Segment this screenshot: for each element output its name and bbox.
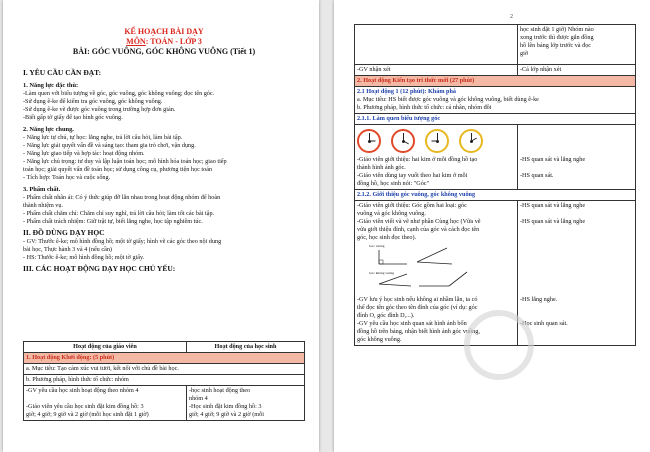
angle-edge — [417, 262, 452, 264]
student-line: giờ — [519, 50, 529, 57]
angle-teacher-cell — [355, 125, 518, 190]
student-line: -học sinh hoạt động theo — [188, 387, 251, 394]
student-line: học sinh đặt 1 giờ) Nhóm nào — [519, 26, 594, 33]
body-line: -Sử dụng ê-ke để kiểm tra góc vuông, góc không vuông. — [23, 98, 163, 105]
section-heading: III. CÁC HOẠT ĐỘNG DẠY HỌC CHỦ YẾU: — [23, 264, 176, 273]
angle-student-cell — [517, 125, 635, 190]
student-line: -Học sinh đặt kim đồng hồ: 3 — [188, 403, 262, 410]
teacher-line: đồng hồ trên bảng, nhận biết hình ảnh góc vuông, — [357, 328, 480, 335]
acute-angle-edge — [379, 284, 411, 286]
student-line: -HS quan sát và lắng nghe — [519, 156, 586, 163]
non-right-angle-label: Góc không vuông — [369, 271, 395, 275]
student-line: giờ; 4 giờ; 9 giờ và 2 giờ (mỗi — [188, 411, 264, 418]
teacher-line: -Giáo viên yêu cầu học sinh đặt kim đồng hồ: 3 — [26, 403, 144, 410]
clock-icon — [459, 129, 483, 153]
obtuse-angle-edge — [449, 272, 467, 286]
section-heading: 3. Phẩm chất. — [23, 186, 61, 193]
body-line: bài học, Thực hành 3 và 4 (nếu cần) — [23, 246, 112, 253]
page-number: 2 — [510, 14, 513, 20]
activities-table — [23, 341, 305, 421]
body-line: - Năng lực giao tiếp và hợp tác: hoạt động nhóm. — [23, 150, 145, 157]
subject-label: MÔN — [126, 37, 146, 46]
teacher-line: -GV yêu cầu học sinh hoạt động theo nhóm 4 — [26, 387, 139, 394]
body-line: -Sử dụng ê-ke vẽ được góc vuông trong trường hợp đơn giản. — [23, 106, 176, 113]
body-line: - Phẩm chất nhân ái: Có ý thức giúp đỡ lẫn nhau trong hoạt động nhóm để hoàn — [23, 194, 221, 201]
lesson-title: BÀI: GÓC VUÔNG, GÓC KHÔNG VUÔNG (Tiết 1) — [72, 47, 256, 56]
clock-row — [357, 126, 515, 156]
right-angle-marker — [379, 260, 383, 264]
activity-1-title: 2.1 Hoạt động 1 (12 phút): Khám phá — [357, 88, 457, 95]
teacher-line: -GV lưu ý học sinh nếu không ai nhầm lẫn, ta có — [357, 296, 478, 303]
body-line: -Biết gấp tờ giấy để tạo hình góc vuông. — [23, 114, 123, 121]
teacher-line: vuông và góc không vuông. — [357, 210, 426, 217]
teacher-line: đỉnh O, góc đỉnh D,...). — [357, 312, 415, 319]
clock-icon — [391, 129, 415, 153]
student-line: -HS lắng nghe. — [519, 296, 558, 303]
continued-teacher-cell — [355, 25, 518, 65]
warmup-goal: a. Mục tiêu: Tạo cảm xúc vui tươi, kết nối với chủ đề bài học. — [24, 364, 305, 375]
body-line: toán học; giải quyết vấn đề toán học; sử dụng công cụ, phương tiện học toán — [23, 166, 213, 173]
body-line: thành nhiệm vụ. — [23, 202, 64, 209]
body-line: - Phẩm chất trách nhiệm: Giữ trật tự, biết lắng nghe, học tập nghiêm túc. — [23, 218, 203, 225]
teacher-line: giờ; 4 giờ; 9 giờ và 2 giờ (mỗi học sinh đặt 1 giờ) — [26, 411, 149, 418]
right-angle-subtitle: 2.1.2. Giới thiệu góc vuông, góc không vuông — [355, 190, 636, 201]
requirements-body — [23, 66, 305, 274]
student-line: -HS quan sát và lắng nghe — [519, 218, 586, 225]
student-line: -HS quan sát và lắng nghe — [519, 202, 586, 209]
angle-edge — [417, 248, 447, 262]
warmup-teacher-cell — [24, 386, 187, 421]
student-line: nhóm 4 — [188, 395, 208, 402]
section-heading: 1. Năng lực đặc thù: — [23, 82, 79, 89]
lesson-plan-title: KẾ HOẠCH BÀI DẠY — [124, 27, 204, 36]
activities-table-continued — [354, 24, 636, 346]
body-line: - Năng lực giải quyết vấn đề và sáng tạo: tham gia trò chơi, vận dụng. — [23, 142, 196, 149]
teacher-column-header: Hoạt động của giáo viên — [24, 342, 187, 353]
body-line: - HS: Thước ê-ke; mô hình đồng hồ; một tờ giấy. — [23, 254, 145, 261]
teacher-line: góc, học sinh đọc theo). — [357, 234, 417, 241]
teacher-line: thể đọc tên góc theo tên đỉnh của góc (ví dụ: góc — [357, 304, 478, 311]
student-line: -HS quan sát. — [519, 172, 554, 179]
teacher-line: -Giáo viên viết và vẽ như phần Cùng học (Vừa vẽ — [357, 218, 481, 225]
teacher-line: -Giáo viên dùng tay vuốt theo hai kim ở mỗi — [357, 172, 468, 179]
warmup-method: b. Phương pháp, hình thức tổ chức: nhóm — [24, 375, 305, 386]
teacher-line: vừa giới thiệu đỉnh, cạnh của góc và cách đọc tên — [357, 226, 480, 233]
body-line: - GV: Thước ê-ke; mô hình đồng hồ; một tờ giấy; hình vẽ các góc theo nội dung — [23, 238, 222, 245]
warmup-student-cell — [186, 386, 304, 421]
student-review: -Cả lớp nhận xét — [517, 65, 635, 76]
angle-diagram — [357, 242, 515, 296]
body-line: - Năng lực chủ trọng: tư duy và lập luận toán học; mô hình hóa toán học; giao tiếp — [23, 158, 227, 165]
new-knowledge-section-title: 2. Hoạt động Kiến tạo tri thức mới (27 phút) — [355, 76, 636, 87]
section-heading: 2. Năng lực chung. — [23, 126, 74, 133]
activity-1-block — [355, 87, 636, 114]
student-line: xong trước thì được gắn đồng — [519, 34, 594, 41]
student-line: hồ lên bảng lớp trước và đọc — [519, 42, 592, 49]
watermark-seal — [464, 310, 534, 380]
body-line: - Phẩm chất chăm chỉ: Chăm chỉ suy nghĩ, trả lời câu hỏi; làm tốt các bài tập. — [23, 210, 215, 217]
right-angle-label: Góc vuông — [369, 244, 385, 248]
subject-line — [23, 37, 305, 47]
student-line: -Học sinh quan sát. — [519, 320, 568, 327]
teacher-line: -Giáo viên giới thiệu: hai kim ở mỗi đồng hồ tạo — [357, 156, 478, 163]
document-page-2 — [334, 0, 650, 452]
continued-student-cell — [517, 25, 635, 65]
student-column-header: Hoạt động của học sinh — [186, 342, 304, 353]
document-page-1 — [3, 0, 319, 452]
warmup-section-title: 1. Hoạt động Khởi động: (5 phút) — [24, 353, 305, 364]
right-angle-student-cell — [517, 201, 635, 346]
teacher-review: -GV nhận xét — [355, 65, 518, 76]
teacher-line: thành hình ảnh góc. — [357, 164, 406, 171]
clock-icon — [357, 129, 381, 153]
body-line: -Làm quen với biểu tượng về góc, góc vuông, góc không vuông; đọc tên góc. — [23, 90, 215, 97]
body-line: - Năng lực tự chủ, tự học: lắng nghe, trả lời câu hỏi, làm bài tập. — [23, 134, 183, 141]
teacher-line: -Giáo viên giới thiệu: Góc gồm hai loại: góc — [357, 202, 467, 209]
clock-icon — [425, 129, 449, 153]
teacher-line: đồng hồ, học sinh nói: "Góc" — [357, 180, 430, 187]
teacher-line: góc không vuông. — [357, 336, 402, 343]
teacher-line: -GV yêu cầu học sinh quan sát hình ảnh bốn — [357, 320, 467, 327]
subject-rest: : TOÁN - LỚP 3 — [145, 37, 202, 46]
angle-symbol-subtitle: 2.1.1. Làm quen biểu tượng góc — [355, 114, 636, 125]
body-line: - Tích hợp: Toán học và cuộc sống. — [23, 174, 111, 181]
section-heading: I. YÊU CẦU CẦN ĐẠT: — [23, 68, 102, 77]
section-heading: II. ĐỒ DÙNG DẠY HỌC — [23, 228, 105, 237]
activity-1-method: b. Phương pháp, hình thức tổ chức: cá nhân, nhóm đôi — [357, 104, 492, 111]
activity-1-goal: a. Mục tiêu: HS biết được góc vuông và góc không vuông, biết dùng ê-ke — [357, 96, 539, 103]
